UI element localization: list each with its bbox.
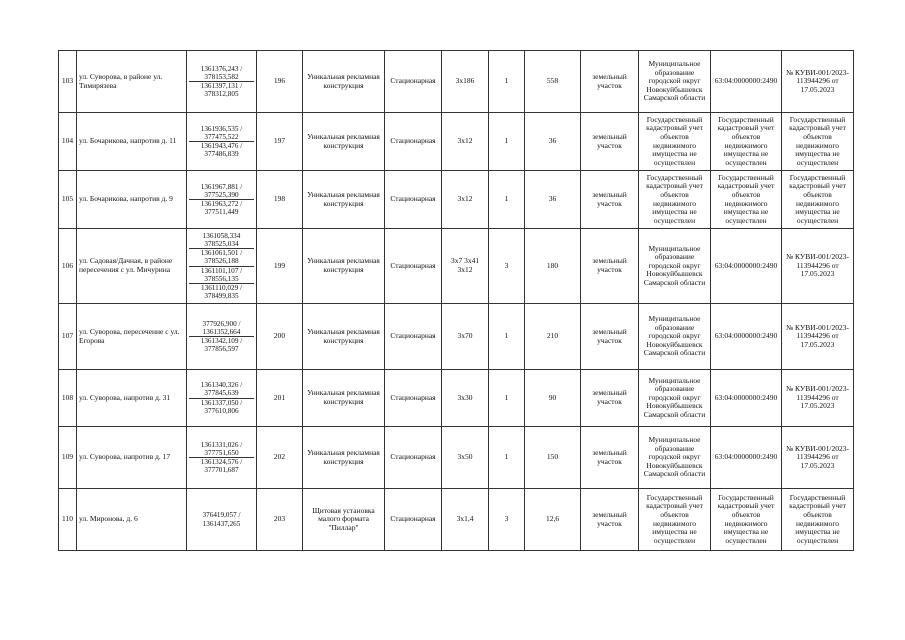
coordinate-value: 1361437,265 <box>202 519 241 528</box>
coordinate-value: 1361101,107 / <box>200 266 243 275</box>
registry-number-cell: 200 <box>257 304 303 370</box>
construction-kind-cell: Стационарная <box>385 171 442 229</box>
cadastral-number-cell: Государственный кадастровый учет объектов недвижимого имущества не осуществлен <box>711 113 782 171</box>
coordinate-value: 1361967,881 / <box>200 182 243 191</box>
land-category-cell: земельный участок <box>581 229 639 304</box>
coordinate-value: 377475,522 <box>204 132 239 141</box>
size-cell: 3х7 3х41 3х12 <box>442 229 489 304</box>
area-cell: 180 <box>525 229 581 304</box>
coordinate-value: 1361110,029 / <box>201 283 242 292</box>
cadastral-number-cell: 63:04:0000000:2490 <box>711 370 782 427</box>
table-row <box>59 370 854 427</box>
coordinate-value: 1361061,501 / <box>200 249 243 258</box>
permit-cell: Государственный кадастровый учет объектов недвижимого имущества не осуществлен <box>782 171 854 229</box>
address-cell: ул. Миронова, д. 6 <box>77 489 187 551</box>
sides-cell: 3 <box>489 229 525 304</box>
cadastral-number-cell: 63:04:0000000:2490 <box>711 51 782 113</box>
construction-type-cell: Уникальная рекламная конструкция <box>303 229 385 304</box>
owner-cell: Муниципальное образование городской округ Новокуйбышевск Самарской области <box>639 370 711 427</box>
area-cell: 210 <box>525 304 581 370</box>
coordinate-value: 377856,597 <box>204 345 239 354</box>
table-row <box>59 304 854 370</box>
sides-cell: 1 <box>489 370 525 427</box>
owner-cell: Муниципальное образование городской округ Новокуйбышевск Самарской области <box>639 427 711 489</box>
address-cell: ул. Суворова, напротив д. 17 <box>77 427 187 489</box>
coordinate-value: 378153,582 <box>204 72 239 81</box>
size-cell: 3х70 <box>442 304 489 370</box>
registry-number-cell: 203 <box>257 489 303 551</box>
table-row <box>59 489 854 551</box>
coordinates-cell <box>187 304 257 370</box>
permit-cell: Государственный кадастровый учет объектов недвижимого имущества не осуществлен <box>782 489 854 551</box>
row-number: 103 <box>59 51 77 113</box>
coordinate-pair <box>189 81 254 98</box>
coordinates-cell <box>187 51 257 113</box>
registry-number-cell: 198 <box>257 171 303 229</box>
coordinate-value: 1361342,109 / <box>200 337 243 345</box>
coordinate-pair <box>189 199 254 216</box>
row-number: 107 <box>59 304 77 370</box>
construction-type-cell: Уникальная рекламная конструкция <box>303 427 385 489</box>
registry-number-cell: 199 <box>257 229 303 304</box>
row-number: 106 <box>59 229 77 304</box>
coordinate-value: 377751,650 <box>204 448 239 457</box>
coordinate-value: 1361337,050 / <box>200 398 243 407</box>
address-cell: ул. Садовая/Дачная, в районе пересечения с ул. Мичурина <box>77 229 187 304</box>
coordinate-pair <box>189 283 254 300</box>
sides-cell: 3 <box>489 489 525 551</box>
owner-cell: Государственный кадастровый учет объектов недвижимого имущества не осуществлен <box>639 171 711 229</box>
land-category-cell: земельный участок <box>581 304 639 370</box>
owner-cell: Муниципальное образование городской округ Новокуйбышевск Самарской области <box>639 304 711 370</box>
row-number: 110 <box>59 489 77 551</box>
area-cell: 558 <box>525 51 581 113</box>
row-number: 105 <box>59 171 77 229</box>
permit-cell: № КУВИ-001/2023-113944296 от 17.05.2023 <box>782 51 854 113</box>
permit-cell: № КУВИ-001/2023-113944296 от 17.05.2023 <box>782 370 854 427</box>
coordinate-pair <box>189 457 254 474</box>
sides-cell: 1 <box>489 113 525 171</box>
coordinate-pair <box>189 381 254 397</box>
coordinate-pair <box>189 183 254 199</box>
coordinate-pair <box>189 248 254 265</box>
coordinate-value: 1361397,131 / <box>200 82 243 90</box>
construction-kind-cell: Стационарная <box>385 229 442 304</box>
construction-type-cell: Уникальная рекламная конструкция <box>303 304 385 370</box>
coordinate-pair <box>189 65 254 81</box>
row-number: 104 <box>59 113 77 171</box>
registry-number-cell: 196 <box>257 51 303 113</box>
coordinate-value: 1361352,664 <box>202 327 241 336</box>
land-category-cell: земельный участок <box>581 171 639 229</box>
coordinates-cell <box>187 171 257 229</box>
land-category-cell: земельный участок <box>581 51 639 113</box>
owner-cell: Государственный кадастровый учет объектов недвижимого имущества не осуществлен <box>639 489 711 551</box>
permit-cell: Государственный кадастровый учет объектов недвижимого имущества не осуществлен <box>782 113 854 171</box>
coordinate-value: 378526,188 <box>204 257 239 266</box>
table-row <box>59 229 854 304</box>
table-row <box>59 113 854 171</box>
coordinate-pair <box>189 441 254 457</box>
coordinate-value: 378556,135 <box>204 274 239 283</box>
area-cell: 36 <box>525 113 581 171</box>
permit-cell: № КУВИ-001/2023-113944296 от 17.05.2023 <box>782 427 854 489</box>
coordinate-value: 378312,805 <box>204 90 239 99</box>
owner-cell: Государственный кадастровый учет объектов недвижимого имущества не осуществлен <box>639 113 711 171</box>
size-cell: 3х12 <box>442 171 489 229</box>
address-cell: ул. Бочарикова, напротив д. 9 <box>77 171 187 229</box>
coordinate-value: 376419,057 / <box>202 511 241 520</box>
address-cell: ул. Бочарикова, напротив д. 11 <box>77 113 187 171</box>
size-cell: 3х50 <box>442 427 489 489</box>
area-cell: 150 <box>525 427 581 489</box>
coordinate-pair <box>189 398 254 415</box>
construction-kind-cell: Стационарная <box>385 113 442 171</box>
coordinates-cell <box>187 113 257 171</box>
coordinate-value: 1361331,026 / <box>200 440 243 449</box>
coordinate-value: 1361936,535 / <box>200 124 243 133</box>
land-category-cell: земельный участок <box>581 113 639 171</box>
coordinate-pair <box>189 336 254 353</box>
size-cell: 3х1,4 <box>442 489 489 551</box>
coordinate-value: 1361963,272 / <box>200 200 243 208</box>
construction-type-cell: Щитовая установка малого формата "Пиллар" <box>303 489 385 551</box>
size-cell: 3х12 <box>442 113 489 171</box>
coordinate-value: 1361943,476 / <box>200 142 243 150</box>
registry-number-cell: 201 <box>257 370 303 427</box>
construction-kind-cell: Стационарная <box>385 427 442 489</box>
coordinates-cell <box>187 370 257 427</box>
owner-cell: Муниципальное образование городской округ Новокуйбышевск Самарской области <box>639 229 711 304</box>
coordinate-value: 377610,806 <box>204 406 239 415</box>
sides-cell: 1 <box>489 427 525 489</box>
construction-kind-cell: Стационарная <box>385 489 442 551</box>
table-row <box>59 171 854 229</box>
coordinate-value: 377525,390 <box>204 190 239 199</box>
table-row <box>59 51 854 113</box>
construction-type-cell: Уникальная рекламная конструкция <box>303 171 385 229</box>
cadastral-number-cell: Государственный кадастровый учет объектов недвижимого имущества не осуществлен <box>711 489 782 551</box>
cadastral-number-cell: 63:04:0000000:2490 <box>711 304 782 370</box>
coordinate-value: 1361058,334 <box>202 231 241 240</box>
construction-kind-cell: Стационарная <box>385 51 442 113</box>
row-number: 108 <box>59 370 77 427</box>
size-cell: 3х30 <box>442 370 489 427</box>
sides-cell: 1 <box>489 51 525 113</box>
coordinate-value: 377511,449 <box>204 208 239 217</box>
coordinate-pair <box>189 511 254 527</box>
row-number: 109 <box>59 427 77 489</box>
coordinates-cell <box>187 489 257 551</box>
construction-kind-cell: Стационарная <box>385 370 442 427</box>
land-category-cell: земельный участок <box>581 370 639 427</box>
area-cell: 12,6 <box>525 489 581 551</box>
sides-cell: 1 <box>489 304 525 370</box>
area-cell: 90 <box>525 370 581 427</box>
construction-kind-cell: Стационарная <box>385 304 442 370</box>
cadastral-number-cell: Государственный кадастровый учет объектов недвижимого имущества не осуществлен <box>711 171 782 229</box>
cadastral-number-cell: 63:04:0000000:2490 <box>711 229 782 304</box>
table-row <box>59 427 854 489</box>
address-cell: ул. Суворова, напротив д. 31 <box>77 370 187 427</box>
register-table <box>58 50 854 551</box>
owner-cell: Муниципальное образование городской округ Новокуйбышевск Самарской области <box>639 51 711 113</box>
sides-cell: 1 <box>489 171 525 229</box>
cadastral-number-cell: 63:04:0000000:2490 <box>711 427 782 489</box>
coordinate-value: 1361376,243 / <box>200 64 243 73</box>
construction-type-cell: Уникальная рекламная конструкция <box>303 370 385 427</box>
address-cell: ул. Суворова, в районе ул. Тимирязева <box>77 51 187 113</box>
land-category-cell: земельный участок <box>581 427 639 489</box>
size-cell: 3х186 <box>442 51 489 113</box>
coordinate-value: 377845,639 <box>204 389 239 398</box>
address-cell: ул. Суворова, пересечение с ул. Егорова <box>77 304 187 370</box>
permit-cell: № КУВИ-001/2023-113944296 от 17.05.2023 <box>782 229 854 304</box>
permit-cell: № КУВИ-001/2023-113944296 от 17.05.2023 <box>782 304 854 370</box>
coordinate-pair <box>189 125 254 141</box>
coordinate-pair <box>189 266 254 283</box>
coordinate-value: 378499,835 <box>204 292 239 301</box>
coordinate-value: 378525,034 <box>204 239 239 248</box>
coordinate-value: 1361340,326 / <box>200 381 243 390</box>
coordinate-pair <box>189 141 254 158</box>
coordinate-value: 377486,839 <box>204 150 239 159</box>
area-cell: 36 <box>525 171 581 229</box>
coordinates-cell <box>187 229 257 304</box>
registry-number-cell: 202 <box>257 427 303 489</box>
coordinate-value: 1361324,576 / <box>200 458 243 466</box>
construction-type-cell: Уникальная рекламная конструкция <box>303 113 385 171</box>
coordinates-cell <box>187 427 257 489</box>
coordinate-value: 377926,900 / <box>202 319 241 328</box>
coordinate-value: 377701,687 <box>204 466 239 475</box>
coordinate-pair <box>189 232 254 248</box>
coordinate-pair <box>189 320 254 336</box>
land-category-cell: земельный участок <box>581 489 639 551</box>
registry-number-cell: 197 <box>257 113 303 171</box>
construction-type-cell: Уникальная рекламная конструкция <box>303 51 385 113</box>
